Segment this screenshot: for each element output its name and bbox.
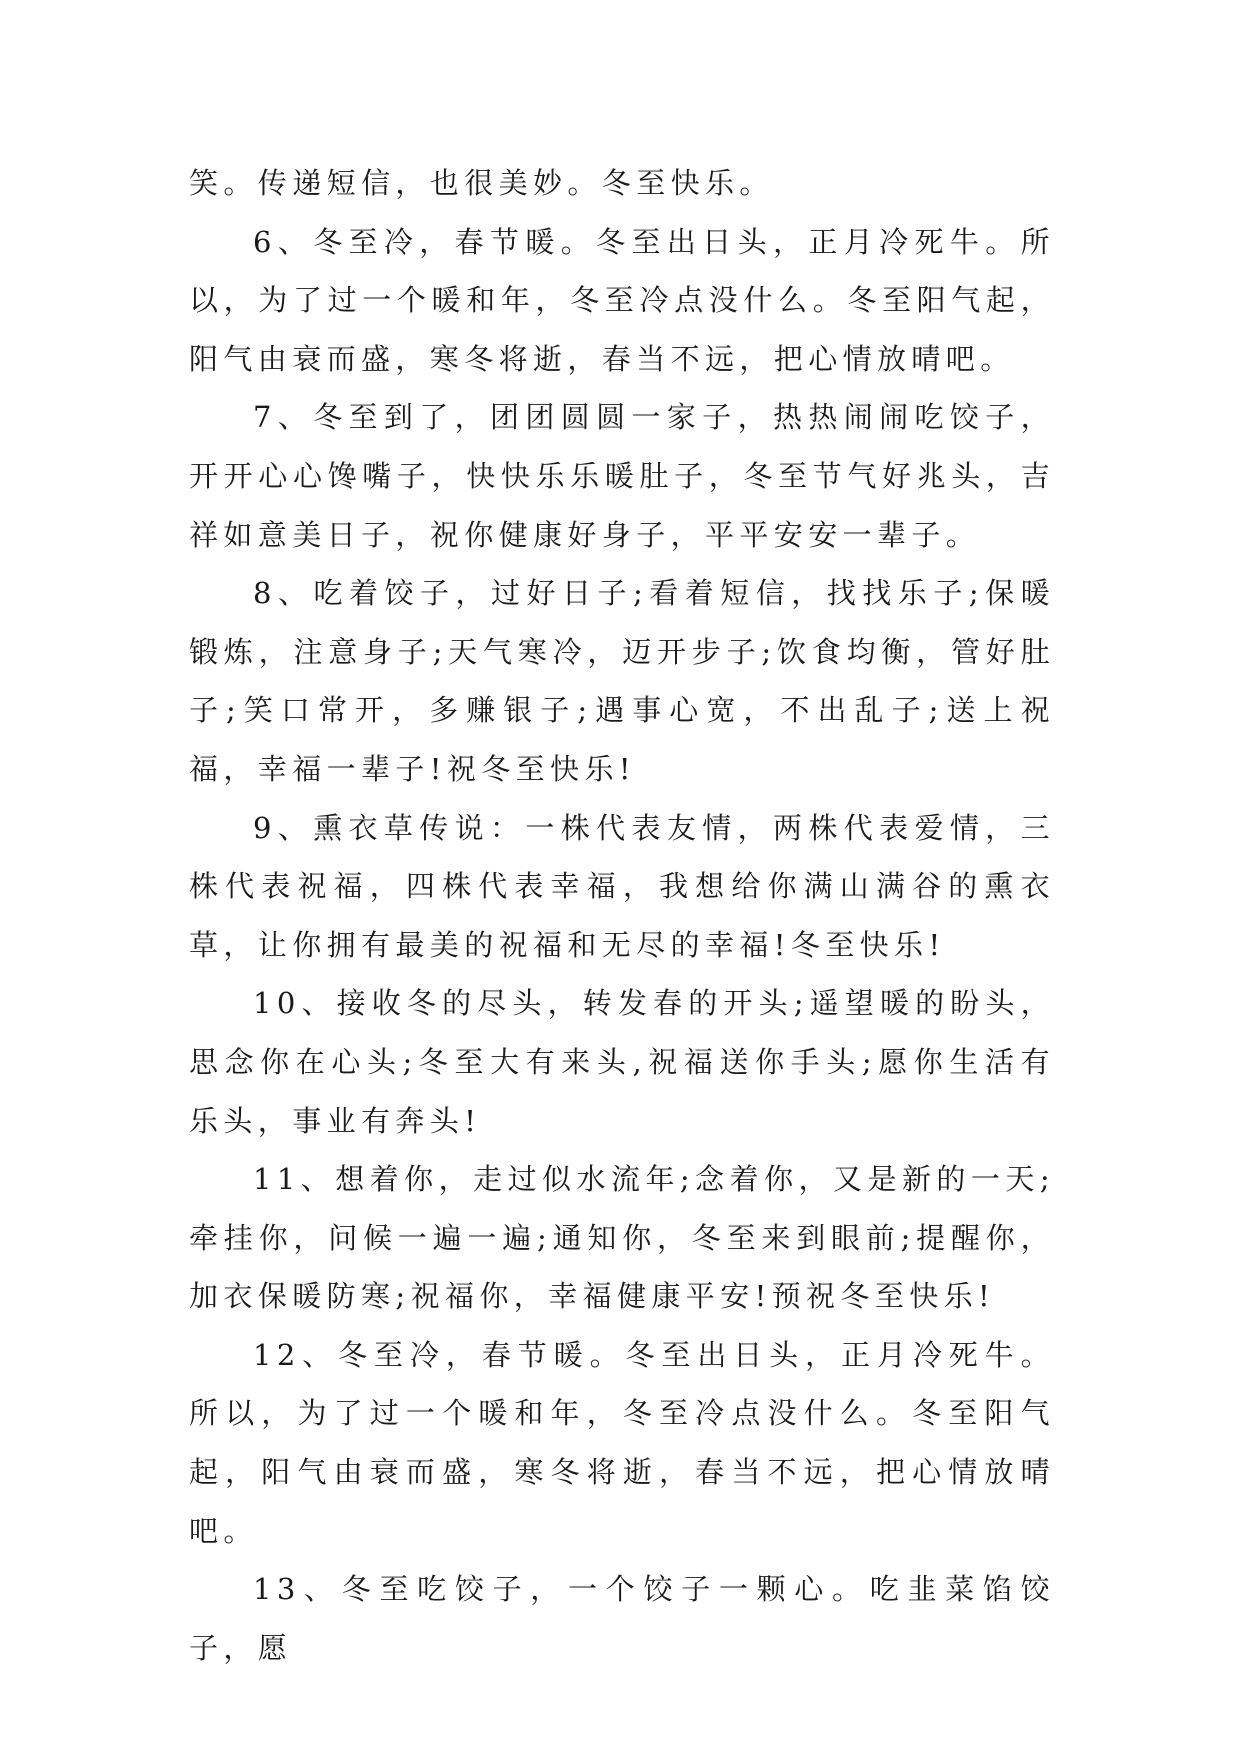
paragraph-item-9: 9、熏衣草传说：一株代表友情，两株代表爱情，三株代表祝福，四株代表幸福，我想给你满山满谷的熏衣草，让你拥有最美的祝福和无尽的幸福!冬至快乐! [189, 810, 1055, 962]
paragraph-item-8: 8、吃着饺子，过好日子;看着短信，找找乐子;保暖锻炼，注意身子;天气寒冷，迈开步子;饮食均衡，管好肚子;笑口常开，多赚银子;遇事心宽，不出乱子;送上祝福，幸福一辈子!祝冬至快乐! [189, 576, 1055, 786]
paragraph-continuation: 笑。传递短信，也很美妙。冬至快乐。 [189, 166, 774, 200]
paragraph-item-10: 10、接收冬的尽头，转发春的开头;遥望暖的盼头，思念你在心头;冬至大有来头,祝福送你手头;愿你生活有乐头，事业有奔头! [189, 986, 1055, 1138]
document-body [189, 154, 1055, 1677]
paragraph-item-6: 6、冬至冷，春节暖。冬至出日头，正月冷死牛。所以，为了过一个暖和年，冬至冷点没什么。冬至阳气起，阳气由衰而盛，寒冬将逝，春当不远，把心情放晴吧。 [189, 224, 1055, 376]
paragraph-item-13: 13、冬至吃饺子，一个饺子一颗心。吃韭菜馅饺子，愿 [189, 1572, 1055, 1665]
paragraph-item-7: 7、冬至到了，团团圆圆一家子，热热闹闹吃饺子，开开心心馋嘴子，快快乐乐暖肚子，冬至节气好兆头，吉祥如意美日子，祝你健康好身子，平平安安一辈子。 [189, 400, 1055, 552]
paragraph-item-11: 11、想着你，走过似水流年;念着你，又是新的一天;牵挂你，问候一遍一遍;通知你，冬至来到眼前;提醒你，加衣保暖防寒;祝福你，幸福健康平安!预祝冬至快乐! [189, 1162, 1055, 1314]
paragraph-item-12: 12、冬至冷，春节暖。冬至出日头，正月冷死牛。所以，为了过一个暖和年，冬至冷点没什么。冬至阳气起，阳气由衰而盛，寒冬将逝，春当不远，把心情放晴吧。 [189, 1337, 1055, 1548]
